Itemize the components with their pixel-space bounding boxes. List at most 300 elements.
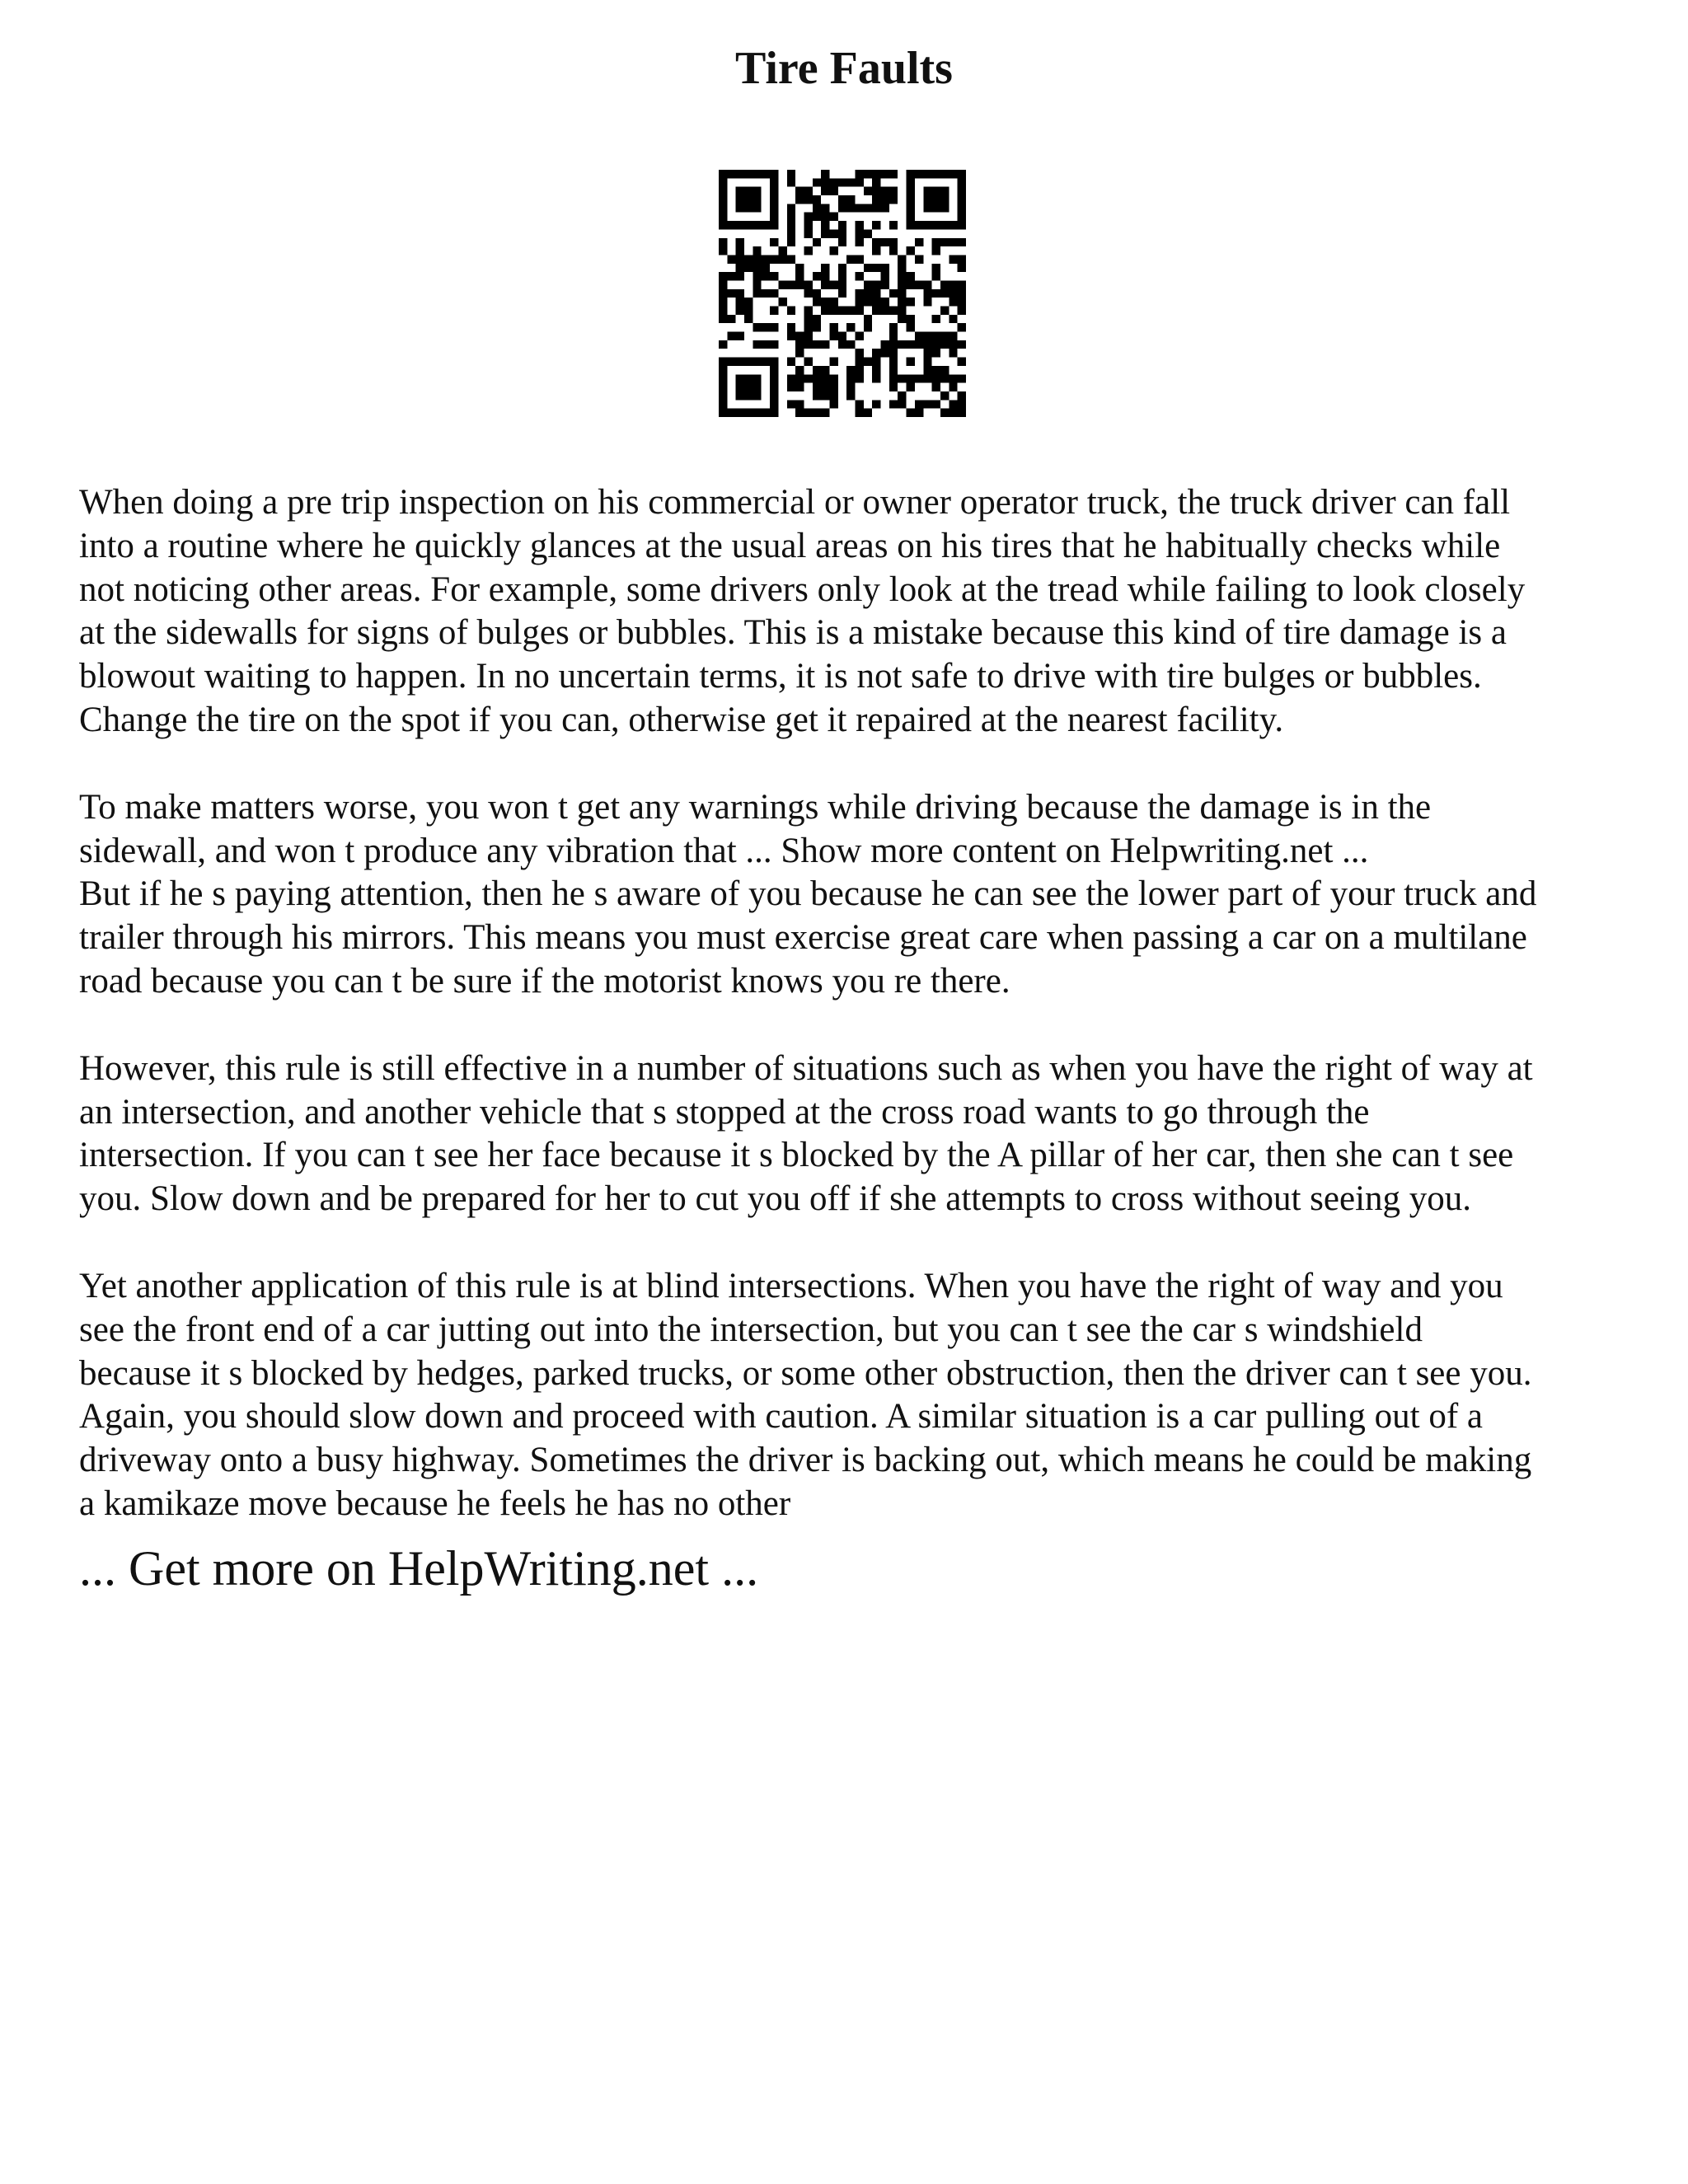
qr-module: [804, 358, 812, 366]
qr-module: [932, 187, 940, 195]
qr-module: [829, 280, 837, 288]
qr-module: [753, 323, 761, 331]
qr-module: [719, 358, 727, 366]
qr-module: [804, 195, 812, 204]
qr-module: [864, 298, 872, 306]
qr-module: [856, 298, 864, 306]
qr-module: [872, 246, 880, 255]
qr-module: [795, 340, 804, 349]
qr-module: [804, 289, 812, 298]
qr-module: [872, 195, 880, 204]
qr-module: [813, 391, 821, 400]
qr-module: [949, 409, 957, 417]
qr-module: [813, 238, 821, 246]
qr-module: [940, 187, 949, 195]
qr-module: [864, 170, 872, 178]
qr-module: [907, 272, 915, 280]
qr-module: [907, 323, 915, 331]
qr-module: [829, 178, 837, 186]
qr-module: [915, 409, 923, 417]
qr-module: [804, 229, 812, 237]
qr-module: [727, 272, 735, 280]
qr-module: [958, 221, 966, 229]
qr-module: [864, 204, 872, 212]
qr-module: [719, 298, 727, 306]
qr-module: [872, 307, 880, 315]
qr-module: [864, 315, 872, 323]
qr-module: [949, 280, 957, 288]
qr-code-graphic: [719, 170, 966, 417]
qr-module: [804, 340, 812, 349]
qr-module: [898, 289, 906, 298]
qr-module: [923, 358, 931, 366]
qr-module: [889, 289, 898, 298]
qr-module: [719, 246, 727, 255]
qr-module: [813, 323, 821, 331]
qr-module: [881, 264, 889, 272]
qr-module: [744, 264, 753, 272]
qr-module: [744, 391, 753, 400]
qr-code-icon: [719, 170, 966, 417]
qr-module: [787, 178, 795, 186]
qr-module: [881, 307, 889, 315]
qr-module: [753, 289, 761, 298]
qr-module: [923, 204, 931, 212]
qr-module: [898, 298, 906, 306]
qr-module: [795, 195, 804, 204]
qr-module: [940, 307, 949, 315]
qr-module: [940, 221, 949, 229]
qr-module: [846, 307, 855, 315]
qr-module: [813, 204, 821, 212]
qr-module: [821, 307, 829, 315]
qr-module: [838, 272, 846, 280]
qr-module: [736, 221, 744, 229]
qr-module: [753, 383, 761, 391]
qr-module: [744, 255, 753, 263]
qr-module: [940, 195, 949, 204]
qr-module: [762, 323, 770, 331]
qr-module: [915, 332, 923, 340]
qr-module: [719, 187, 727, 195]
qr-module: [829, 298, 837, 306]
qr-module: [958, 195, 966, 204]
qr-module: [813, 374, 821, 382]
qr-module: [821, 178, 829, 186]
qr-module: [864, 187, 872, 195]
qr-module: [727, 255, 735, 263]
qr-module: [719, 204, 727, 212]
qr-module: [838, 332, 846, 340]
qr-module: [898, 400, 906, 408]
qr-module: [872, 221, 880, 229]
qr-module: [932, 170, 940, 178]
qr-module: [872, 400, 880, 408]
qr-module: [932, 366, 940, 374]
qr-module: [753, 170, 761, 178]
qr-module: [804, 332, 812, 340]
qr-module: [727, 315, 735, 323]
qr-module: [940, 374, 949, 382]
qr-module: [829, 374, 837, 382]
qr-module: [762, 340, 770, 349]
qr-module: [949, 349, 957, 357]
qr-module: [770, 340, 778, 349]
qr-module: [736, 358, 744, 366]
qr-module: [778, 298, 786, 306]
qr-module: [736, 170, 744, 178]
qr-module: [949, 298, 957, 306]
qr-module: [778, 255, 786, 263]
qr-module: [770, 195, 778, 204]
paragraph-2: To make matters worse, you won t get any warnings while driving because the damage is in the sidewall, and won t produce any vibration that ... Show more content on Helpwriting.net ...: [79, 787, 1432, 870]
qr-module: [864, 409, 872, 417]
qr-module: [856, 349, 864, 357]
qr-module: [795, 280, 804, 288]
qr-module: [889, 221, 898, 229]
qr-module: [846, 204, 855, 212]
qr-module: [940, 170, 949, 178]
qr-module: [821, 187, 829, 195]
qr-module: [838, 204, 846, 212]
qr-module: [753, 204, 761, 212]
qr-module: [958, 374, 966, 382]
qr-module: [958, 280, 966, 288]
qr-module: [838, 195, 846, 204]
qr-module: [864, 229, 872, 237]
qr-module: [932, 246, 940, 255]
qr-module: [719, 221, 727, 229]
qr-module: [907, 280, 915, 288]
qr-module: [744, 195, 753, 204]
qr-module: [727, 221, 735, 229]
qr-module: [846, 383, 855, 391]
qr-module: [727, 358, 735, 366]
qr-module: [907, 195, 915, 204]
qr-module: [898, 374, 906, 382]
qr-module: [813, 272, 821, 280]
qr-module: [881, 238, 889, 246]
qr-module: [881, 195, 889, 204]
qr-module: [872, 170, 880, 178]
qr-module: [753, 195, 761, 204]
qr-module: [813, 298, 821, 306]
qr-module: [949, 315, 957, 323]
article-body: [79, 481, 1637, 1570]
qr-module: [762, 358, 770, 366]
qr-module: [889, 383, 898, 391]
qr-module: [856, 272, 864, 280]
qr-module: [813, 289, 821, 298]
qr-module: [762, 255, 770, 263]
qr-module: [787, 255, 795, 263]
qr-module: [719, 400, 727, 408]
qr-module: [804, 213, 812, 221]
qr-module: [856, 170, 864, 178]
qr-module: [787, 229, 795, 237]
qr-module: [770, 323, 778, 331]
qr-module: [821, 213, 829, 221]
qr-module: [719, 272, 727, 280]
qr-module: [778, 280, 786, 288]
qr-module: [846, 391, 855, 400]
qr-module: [762, 264, 770, 272]
qr-module: [949, 374, 957, 382]
qr-module: [753, 280, 761, 288]
qr-module: [753, 391, 761, 400]
qr-module: [753, 187, 761, 195]
qr-module: [821, 374, 829, 382]
qr-module: [829, 400, 837, 408]
qr-module: [727, 289, 735, 298]
qr-module: [762, 272, 770, 280]
qr-module: [856, 221, 864, 229]
qr-module: [736, 332, 744, 340]
qr-module: [889, 238, 898, 246]
qr-module: [762, 221, 770, 229]
qr-module: [736, 272, 744, 280]
qr-module: [940, 409, 949, 417]
qr-module: [770, 272, 778, 280]
qr-module: [736, 246, 744, 255]
qr-module: [813, 383, 821, 391]
qr-module: [932, 340, 940, 349]
qr-module: [864, 323, 872, 331]
qr-module: [907, 409, 915, 417]
qr-module: [923, 366, 931, 374]
qr-module: [958, 307, 966, 315]
qr-module: [770, 358, 778, 366]
qr-module: [940, 289, 949, 298]
qr-module: [932, 204, 940, 212]
qr-module: [813, 366, 821, 374]
qr-module: [856, 255, 864, 263]
qr-module: [856, 238, 864, 246]
qr-module: [889, 246, 898, 255]
qr-module: [940, 366, 949, 374]
qr-module: [821, 272, 829, 280]
qr-module: [753, 272, 761, 280]
qr-module: [770, 170, 778, 178]
qr-module: [881, 204, 889, 212]
qr-module: [727, 332, 735, 340]
qr-module: [753, 374, 761, 382]
qr-module: [736, 255, 744, 263]
qr-module: [829, 229, 837, 237]
qr-module: [864, 358, 872, 366]
qr-module: [821, 366, 829, 374]
qr-module: [856, 332, 864, 340]
qr-module: [736, 264, 744, 272]
qr-module: [932, 272, 940, 280]
qr-module: [889, 366, 898, 374]
qr-module: [856, 178, 864, 186]
qr-module: [932, 289, 940, 298]
qr-module: [829, 383, 837, 391]
qr-module: [915, 340, 923, 349]
qr-module: [719, 170, 727, 178]
qr-module: [923, 289, 931, 298]
qr-module: [787, 383, 795, 391]
qr-module: [821, 204, 829, 212]
qr-module: [787, 358, 795, 366]
qr-module: [829, 307, 837, 315]
qr-module: [932, 374, 940, 382]
qr-module: [872, 298, 880, 306]
qr-module: [923, 340, 931, 349]
qr-module: [813, 178, 821, 186]
qr-module: [872, 238, 880, 246]
qr-module: [795, 187, 804, 195]
qr-module: [923, 187, 931, 195]
qr-module: [856, 204, 864, 212]
qr-module: [923, 195, 931, 204]
qr-module: [923, 400, 931, 408]
qr-module: [898, 255, 906, 263]
qr-module: [736, 307, 744, 315]
qr-module: [770, 289, 778, 298]
qr-module: [753, 246, 761, 255]
qr-module: [736, 374, 744, 382]
paragraph-1: When doing a pre trip inspection on his commercial or owner operator truck, the truck driver can fall into a routine where he quickly glances at the usual areas on his tires that he habitually checks while not noticing other areas. For example, some drivers only look at the tread while failing to look closely at the sidewalls for signs of bulges or bubbles. This is a mistake because this kind of tire damage is a blowout waiting to happen. In no uncertain terms, it is not safe to drive with tire bulges or bubbles. Change the tire on the spot if you can, otherwise get it repaired at the nearest facility.: [79, 483, 1526, 739]
qr-module: [881, 170, 889, 178]
qr-module: [838, 340, 846, 349]
qr-module: [787, 400, 795, 408]
qr-module: [838, 238, 846, 246]
qr-module: [795, 272, 804, 280]
qr-module: [958, 289, 966, 298]
qr-module: [770, 255, 778, 263]
qr-module: [872, 178, 880, 186]
qr-module: [864, 289, 872, 298]
qr-module: [770, 213, 778, 221]
qr-module: [804, 246, 812, 255]
qr-module: [753, 409, 761, 417]
qr-module: [719, 195, 727, 204]
qr-module: [719, 391, 727, 400]
qr-module: [949, 255, 957, 263]
qr-module: [795, 349, 804, 357]
qr-module: [856, 307, 864, 315]
qr-module: [881, 340, 889, 349]
qr-module: [753, 358, 761, 366]
qr-module: [736, 238, 744, 246]
qr-module: [804, 187, 812, 195]
qr-module: [940, 340, 949, 349]
qr-module: [949, 383, 957, 391]
qr-module: [915, 238, 923, 246]
qr-module: [736, 195, 744, 204]
qr-module: [881, 298, 889, 306]
qr-module: [898, 340, 906, 349]
qr-module: [838, 307, 846, 315]
qr-module: [907, 374, 915, 382]
qr-module: [958, 264, 966, 272]
qr-module: [856, 409, 864, 417]
qr-module: [821, 280, 829, 288]
page-title: Tire Faults: [735, 43, 953, 94]
qr-module: [813, 340, 821, 349]
qr-module: [915, 255, 923, 263]
qr-module: [889, 332, 898, 340]
qr-module: [787, 323, 795, 331]
qr-module: [958, 178, 966, 186]
qr-module: [881, 280, 889, 288]
qr-module: [958, 323, 966, 331]
qr-module: [753, 340, 761, 349]
qr-module: [770, 409, 778, 417]
qr-module: [795, 400, 804, 408]
qr-module: [923, 221, 931, 229]
qr-module: [932, 400, 940, 408]
qr-module: [898, 307, 906, 315]
get-more-link[interactable]: ... Get more on HelpWriting.net ...: [79, 1541, 759, 1596]
qr-module: [813, 409, 821, 417]
qr-module: [949, 170, 957, 178]
qr-module: [719, 383, 727, 391]
qr-module: [846, 366, 855, 374]
qr-module: [932, 195, 940, 204]
qr-module: [744, 204, 753, 212]
qr-module: [907, 383, 915, 391]
qr-module: [915, 170, 923, 178]
qr-module: [770, 187, 778, 195]
qr-module: [838, 178, 846, 186]
qr-module: [923, 170, 931, 178]
qr-module: [736, 289, 744, 298]
qr-module: [829, 323, 837, 331]
qr-module: [787, 332, 795, 340]
qr-module: [804, 221, 812, 229]
qr-module: [804, 323, 812, 331]
qr-module: [719, 340, 727, 349]
qr-module: [787, 280, 795, 288]
qr-module: [795, 332, 804, 340]
qr-module: [727, 409, 735, 417]
qr-module: [762, 409, 770, 417]
qr-module: [804, 280, 812, 288]
qr-module: [949, 238, 957, 246]
qr-module: [787, 204, 795, 212]
qr-module: [872, 280, 880, 288]
qr-module: [923, 280, 931, 288]
qr-module: [804, 409, 812, 417]
qr-module: [719, 289, 727, 298]
qr-module: [958, 340, 966, 349]
qr-module: [889, 170, 898, 178]
qr-module: [923, 349, 931, 357]
qr-module: [744, 187, 753, 195]
qr-module: [872, 358, 880, 366]
qr-module: [770, 366, 778, 374]
qr-module: [932, 349, 940, 357]
qr-module: [907, 221, 915, 229]
qr-module: [846, 195, 855, 204]
qr-module: [907, 315, 915, 323]
qr-module: [829, 246, 837, 255]
qr-module: [727, 170, 735, 178]
qr-module: [932, 238, 940, 246]
qr-module: [864, 264, 872, 272]
qr-module: [770, 400, 778, 408]
qr-module: [889, 374, 898, 382]
qr-module: [744, 383, 753, 391]
qr-module: [736, 204, 744, 212]
qr-module: [889, 187, 898, 195]
qr-module: [829, 358, 837, 366]
qr-module: [795, 374, 804, 382]
qr-module: [838, 280, 846, 288]
